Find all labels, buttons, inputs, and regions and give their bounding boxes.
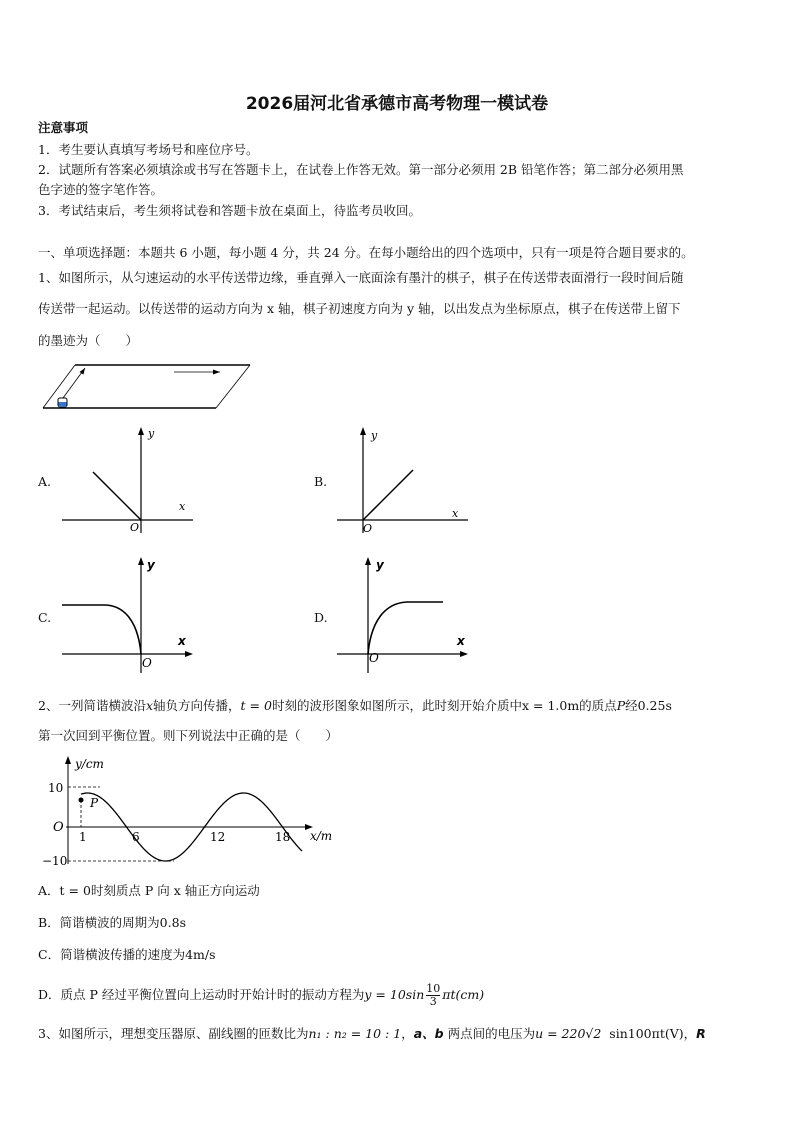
q2-xtick-1: 1 [79,830,87,844]
q2-xtick-12: 12 [210,830,226,844]
conveyor-belt-figure [38,360,253,415]
notice-item-2: 2．试题所有答案必须填涂或书写在答题卡上，在试卷上作答无效。第一部分必须用 2B 铅笔作答；第二部分必须用黑 [38,162,684,177]
notice-item-3: 3．考试结束后，考生须将试卷和答题卡放在桌面上，待监考员收回。 [38,203,421,218]
q1-graph-a [60,425,195,537]
q1-graph-b [335,425,470,537]
graph-d-origin: O [369,651,379,665]
graph-a-x-label: x [179,500,186,513]
q2-line1: 2、一列简谐横波沿x轴负方向传播，t = 0时刻的波形图象如图所示，此时刻开始介质中x = 1.0m的质点P经0.25s [38,698,672,713]
q3-line1: 3、如图所示，理想变压器原、副线圈的匝数比为n₁ : n₂ = 10 : 1，a、b 两点间的电压为u = 220√2 sin100πt(V)，R [38,1026,706,1041]
q1-line3: 的墨迹为（ ） [38,333,139,348]
graph-d-y-label: y [376,558,384,572]
graph-c-y-label: y [147,558,155,572]
notice-heading: 注意事项 [38,120,89,135]
q1-option-c-label: C. [38,610,52,625]
graph-a-origin: O [130,521,140,534]
q2-tick-minus10: −10 [42,854,68,868]
q1-line1: 1、如图所示，从匀速运动的水平传送带边缘，垂直弹入一底面涂有墨汁的棋子，棋子在传送带表面滑行一段时间后随 [38,270,684,285]
q1-option-d-label: D. [314,610,328,625]
graph-b-origin: O [363,522,373,535]
q2-option-d: D．质点 P 经过平衡位置向上运动时开始计时的振动方程为y = 10sin $\frac{10}{3}$ πt(cm) [38,982,485,1008]
notice-item-2-cont: 色字迹的签字笔作答。 [38,182,164,197]
q2-point-p: P [90,796,99,810]
q1-line2: 传送带一起运动。以传送带的运动方向为 x 轴，棋子初速度方向为 y 轴，以出发点为坐标原点，棋子在传送带上留下 [38,301,681,316]
q2-ylabel: y/cm [75,757,104,771]
point-p-marker [79,798,84,803]
q2-option-a: A．t = 0时刻质点 P 向 x 轴正方向运动 [38,883,260,898]
q2-xtick-6: 6 [132,830,140,844]
exam-title: 2026届河北省承德市高考物理一模试卷 [245,94,549,114]
graph-b-x-label: x [452,507,459,520]
q1-option-a-label: A. [38,474,52,489]
graph-c-origin: O [142,656,152,670]
graph-d-x-label: x [457,634,465,648]
q2-line2: 第一次回到平衡位置。则下列说法中正确的是（ ） [38,728,339,743]
q1-graph-d [335,555,470,680]
q2-wave-graph [38,754,338,869]
q2-option-c: C．简谐横波传播的速度为4m/s [38,947,216,962]
q2-tick-10: 10 [48,781,64,795]
q1-option-b-label: B. [314,474,328,489]
section-heading: 一、单项选择题：本题共 6 小题，每小题 4 分，共 24 分。在每小题给出的四个选项中，只有一项是符合题目要求的。 [38,245,694,260]
graph-c-x-label: x [178,634,186,648]
q2-option-b: B．简谐横波的周期为0.8s [38,915,186,930]
q2-xtick-18: 18 [275,830,291,844]
graph-b-y-label: y [371,429,378,442]
q2-xlabel: x/m [310,829,333,843]
q2-origin: O [53,820,64,835]
graph-a-y-label: y [148,427,155,440]
notice-item-1: 1．考生要认真填写考场号和座位序号。 [38,142,259,157]
q1-graph-c [60,555,195,680]
